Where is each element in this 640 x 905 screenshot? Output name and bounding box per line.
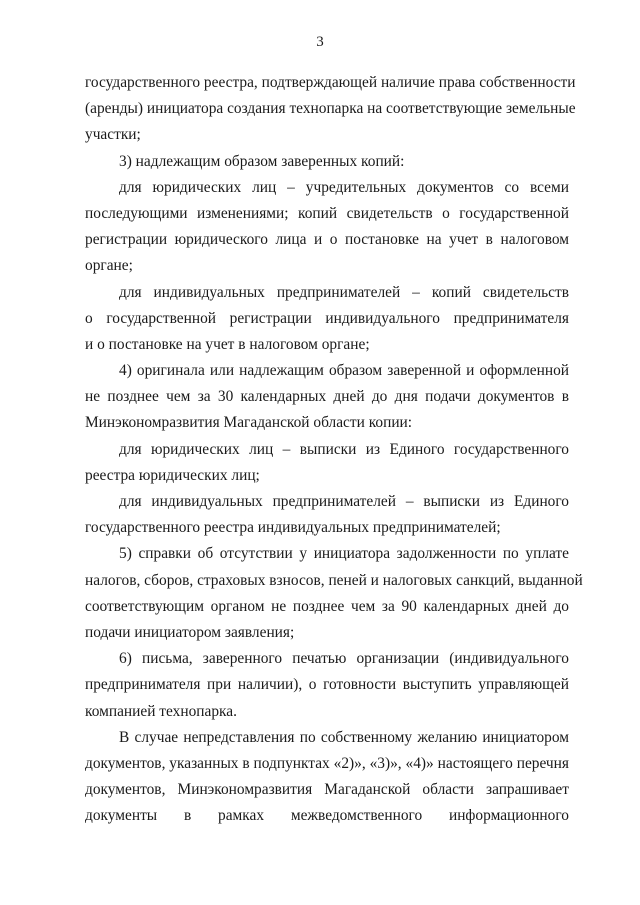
text-line: не позднее чем за 30 календарных дней до дня подачи документов в — [85, 388, 569, 406]
text-line: 4) оригинала или надлежащим образом заверенной и оформленной — [119, 362, 569, 380]
text-line: 3) надлежащим образом заверенных копий: — [119, 152, 405, 170]
page-number: 3 — [316, 34, 324, 50]
text-line: регистрации юридического лица и о постановке на учет в налоговом — [85, 231, 569, 249]
text-line: о государственной регистрации индивидуального предпринимателя — [85, 309, 569, 327]
text-line: документов, указанных в подпунктах «2)», «3)», «4)» настоящего перечня — [85, 754, 569, 772]
text-line: В случае непредставления по собственному желанию инициатором — [119, 728, 569, 746]
text-line: компанией технопарка. — [85, 702, 237, 720]
text-line: 5) справки об отсутствии у инициатора задолженности по уплате — [119, 545, 569, 563]
text-line: (аренды) инициатора создания технопарка на соответствующие земельные — [85, 100, 576, 118]
text-line: соответствующим органом не позднее чем за 90 календарных дней до — [85, 597, 569, 615]
text-line: для юридических лиц – учредительных документов со всеми — [119, 178, 569, 196]
text-line: для юридических лиц – выписки из Единого государственного — [119, 440, 569, 458]
text-line: участки; — [85, 126, 141, 144]
text-line: реестра юридических лиц; — [85, 466, 260, 484]
text-line: органе; — [85, 257, 133, 275]
document-body — [85, 70, 583, 829]
text-line: налогов, сборов, страховых взносов, пеней и налоговых санкций, выданной — [85, 571, 583, 589]
text-line: и о постановке на учет в налоговом органе; — [85, 335, 370, 353]
text-line: для индивидуальных предпринимателей – копий свидетельств — [119, 283, 569, 301]
text-line: последующими изменениями; копий свидетельств о государственной — [85, 204, 569, 222]
text-line: предпринимателя при наличии), о готовности выступить управляющей — [85, 676, 569, 694]
text-line: 6) письма, заверенного печатью организации (индивидуального — [119, 650, 569, 668]
text-line: государственного реестра, подтверждающей наличие права собственности — [85, 74, 576, 91]
text-line: для индивидуальных предпринимателей – выписки из Единого — [119, 493, 569, 510]
text-line: документов, Минэкономразвития Магаданской области запрашивает — [85, 781, 569, 799]
text-line: Минэкономразвития Магаданской области копии: — [85, 414, 413, 432]
text-line: государственного реестра индивидуальных предпринимателей; — [85, 519, 501, 537]
text-line: документы в рамках межведомственного информационного — [85, 807, 569, 825]
text-line: подачи инициатором заявления; — [85, 623, 295, 641]
